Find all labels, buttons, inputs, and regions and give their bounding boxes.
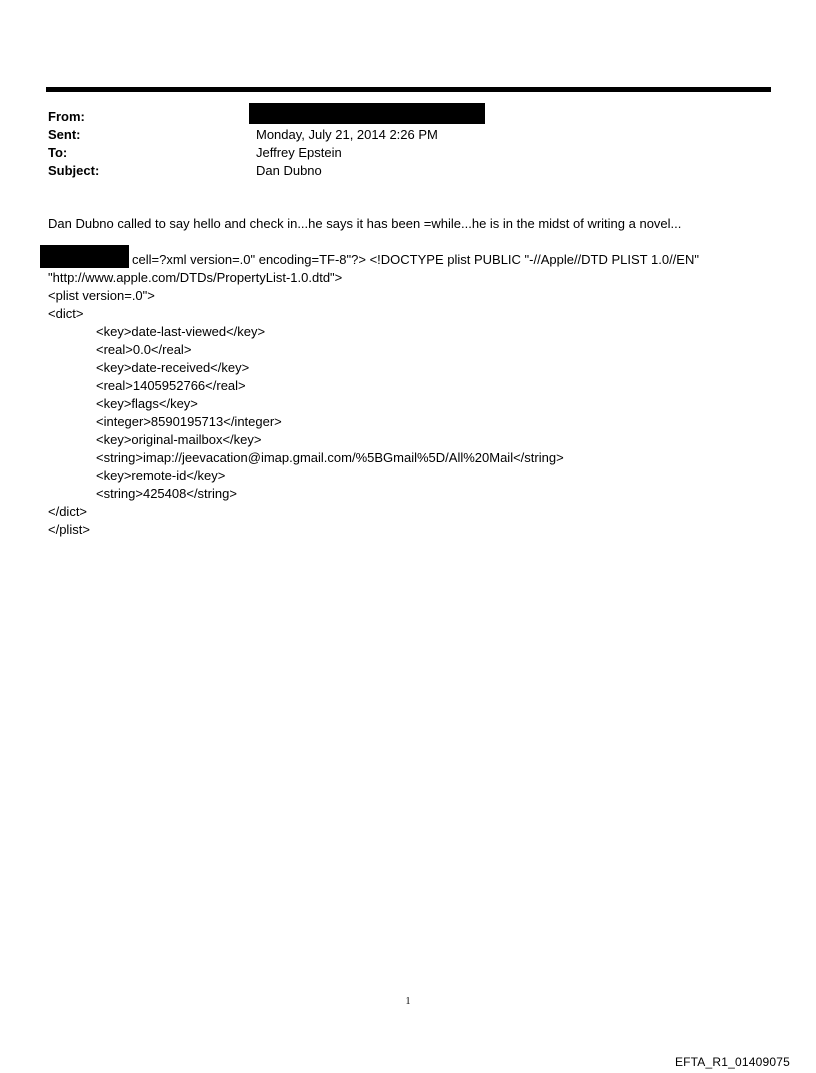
to-value: Jeffrey Epstein <box>256 145 342 160</box>
dict-entry: <key>remote-id</key> <box>96 468 226 483</box>
to-label: To: <box>48 145 68 160</box>
dict-entry: <real>0.0</real> <box>96 342 192 357</box>
xml-closing-line: </dict> <box>48 504 88 519</box>
dict-entry: <key>original-mailbox</key> <box>96 432 262 447</box>
from-label: From: <box>48 109 85 124</box>
dict-entry: <integer>8590195713</integer> <box>96 414 282 429</box>
dict-entry: <key>flags</key> <box>96 396 198 411</box>
dict-entry: <real>1405952766</real> <box>96 378 246 393</box>
xml-line-1: cell=?xml version=.0" encoding=TF-8"?> <!DOCTYPE plist PUBLIC "-//Apple//DTD PLIST 1.0//EN" <box>132 252 699 267</box>
redacted-from-value <box>249 103 485 124</box>
header-rule <box>46 87 771 92</box>
sent-label: Sent: <box>48 127 81 142</box>
xml-line: <dict> <box>48 306 84 321</box>
dict-entry: <key>date-last-viewed</key> <box>96 324 266 339</box>
dict-entry: <string>425408</string> <box>96 486 237 501</box>
xml-line: "http://www.apple.com/DTDs/PropertyList-1.0.dtd"> <box>48 270 343 285</box>
dict-entry: <key>date-received</key> <box>96 360 250 375</box>
sent-value: Monday, July 21, 2014 2:26 PM <box>256 127 438 142</box>
message-intro: Dan Dubno called to say hello and check in...he says it has been =while...he is in the midst of writing a novel... <box>48 216 682 231</box>
document-id: EFTA_R1_01409075 <box>674 1055 790 1069</box>
subject-label: Subject: <box>48 163 100 178</box>
xml-line: <plist version=.0"> <box>48 288 155 303</box>
dict-entry: <string>imap://jeevacation@imap.gmail.com/%5BGmail%5D/All%20Mail</string> <box>96 450 564 465</box>
subject-value: Dan Dubno <box>256 163 322 178</box>
xml-closing-line: </plist> <box>48 522 90 537</box>
page-number: 1 <box>405 996 411 1007</box>
redacted-block <box>40 245 129 268</box>
